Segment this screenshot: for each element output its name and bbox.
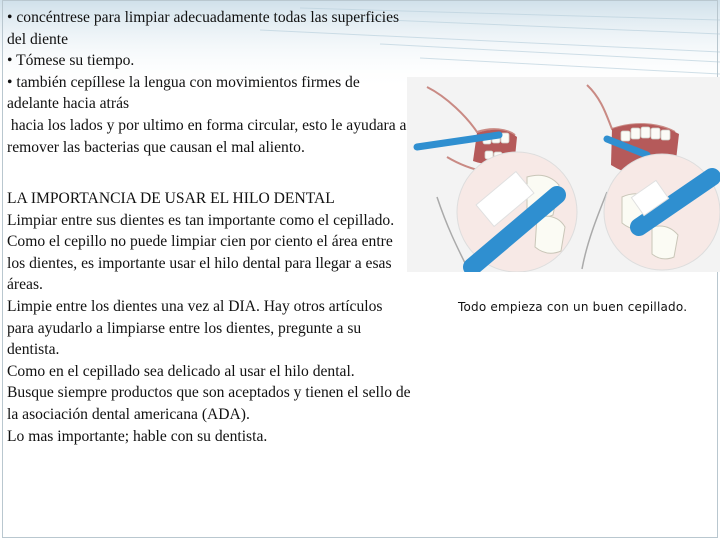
illustration-caption: Todo empieza con un buen cepillado. [458,300,688,314]
paragraph: Busque siempre productos que son aceptados y tienen el sello de la asociación dental americana (ADA). [7,384,415,423]
tip-item: • Tómese su tiempo. [7,52,135,70]
section-heading: LA IMPORTANCIA DE USAR EL HILO DENTAL [7,190,335,207]
paragraph: Limpiar entre sus dientes es tan importante como el cepillado. [7,211,395,229]
toothbrush-illustration [407,77,720,272]
paragraph: Lo mas importante; hable con su dentista. [7,427,268,445]
tip-item: • también cepíllese la lengua con movimientos firmes de adelante hacia atrás [7,73,364,113]
flossing-section [7,188,415,447]
tip-item: hacia los lados y por ultimo en forma circular, esto le ayudara a remover las bacterias que causan el mal aliento. [7,116,407,156]
brushing-tips [7,7,407,158]
brushing-teeth-illustration [407,77,720,272]
paragraph: Como en el cepillado sea delicado al usar el hilo dental. [7,362,355,380]
paragraph: Limpie entre los dientes una vez al DIA. Hay otros artículos para ayudarlo a limpiarse entre los dientes, pregunte a su dentista. [7,297,387,359]
paragraph: Como el cepillo no puede limpiar cien por ciento el área entre los dientes, es importante usar el hilo dental para llegar a esas áreas. [7,233,397,294]
tip-item: • concéntrese para limpiar adecuadamente todas las superficies del diente [7,9,403,48]
